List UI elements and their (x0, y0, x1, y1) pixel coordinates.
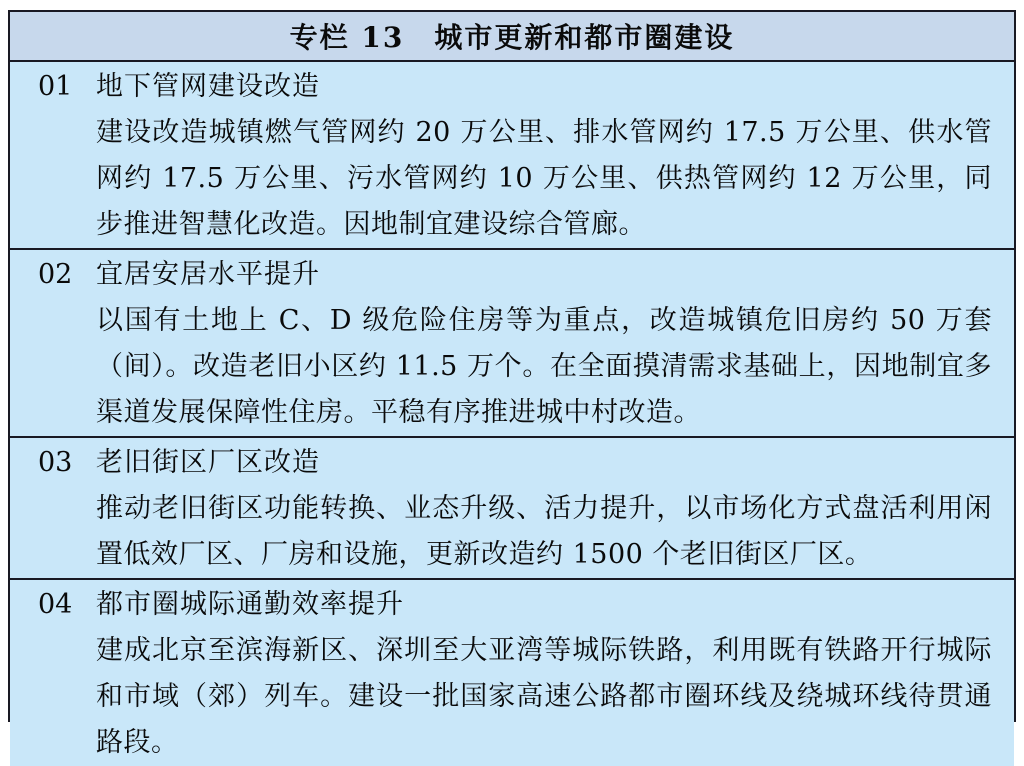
section-row-04 (10, 580, 1014, 766)
section-number: 01 (38, 71, 73, 102)
panel-title: 专栏 13 城市更新和都市圈建设 (289, 21, 735, 54)
section-row-03 (10, 438, 1014, 580)
policy-box (8, 10, 1016, 758)
section-heading: 老旧街区厂区改造 (96, 447, 320, 478)
section-number: 04 (38, 589, 73, 620)
section-number: 02 (38, 259, 73, 290)
section-row-01 (10, 62, 1014, 250)
section-body: 建成北京至滨海新区、深圳至大亚湾等城际铁路，利用既有铁路开行城际和市域（郊）列车。建设一批国家高速公路都市圈环线及绕城环线待贯通路段。 (96, 635, 992, 758)
section-heading-row (10, 64, 1014, 110)
section-heading: 地下管网建设改造 (96, 71, 320, 102)
section-number: 03 (38, 447, 73, 478)
section-body: 推动老旧街区功能转换、业态升级、活力提升，以市场化方式盘活利用闲置低效厂区、厂房和设施，更新改造约 1500 个老旧街区厂区。 (96, 493, 992, 570)
section-heading: 都市圈城际通勤效率提升 (96, 589, 404, 620)
section-heading-row (10, 440, 1014, 486)
section-row-02 (10, 250, 1014, 438)
panel-header (10, 12, 1014, 62)
section-body: 建设改造城镇燃气管网约 20 万公里、排水管网约 17.5 万公里、供水管网约 17.5 万公里、污水管网约 10 万公里、供热管网约 12 万公里，同步推进智慧化改造。因地制宜建设综合管廊。 (96, 117, 992, 240)
section-heading: 宜居安居水平提升 (96, 259, 320, 290)
section-body: 以国有土地上 C、D 级危险住房等为重点，改造城镇危旧房约 50 万套（间）。改造老旧小区约 11.5 万个。在全面摸清需求基础上，因地制宜多渠道发展保障性住房。平稳有序推进城中村改造。 (96, 305, 992, 428)
section-heading-row (10, 252, 1014, 298)
section-heading-row (10, 582, 1014, 628)
